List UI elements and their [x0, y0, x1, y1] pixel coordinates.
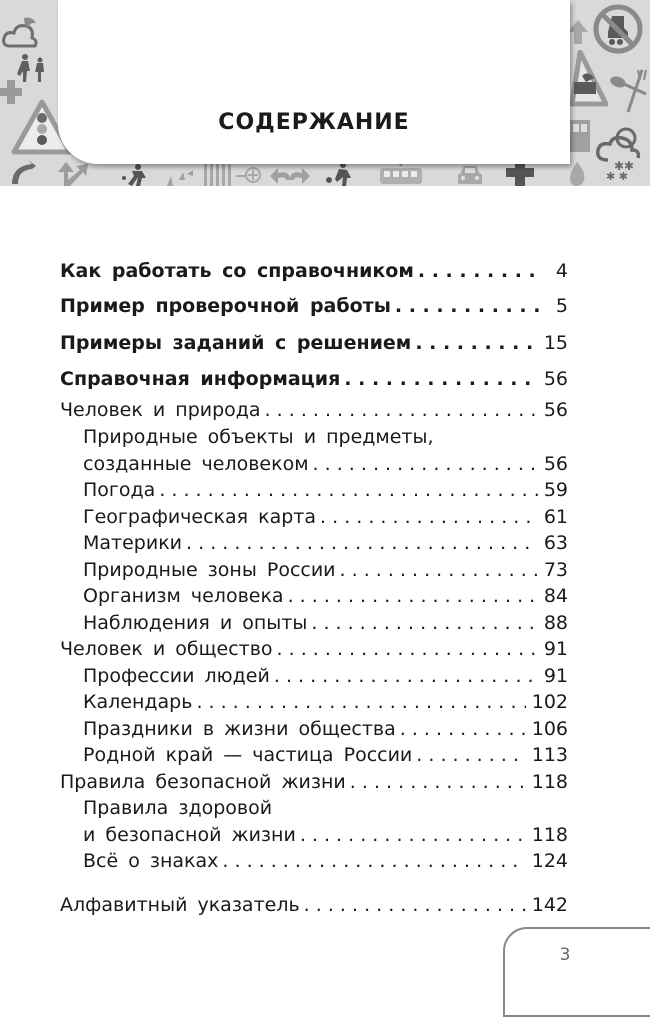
dot-leader [265, 397, 538, 423]
dot-leader [277, 636, 538, 662]
arrow-up-icon [568, 20, 588, 44]
toc-entry[interactable] [83, 504, 568, 530]
svg-text:✱ ✱: ✱ ✱ [606, 170, 628, 180]
dot-leader [400, 716, 526, 742]
toc-entry-page: 124 [531, 850, 568, 872]
header-card [58, 0, 570, 164]
running-boy-icon [325, 162, 355, 186]
no-rollerblades-icon [590, 4, 646, 54]
toc-entry[interactable] [83, 557, 568, 583]
fire-icon [566, 162, 588, 186]
toc-entry-title: Родной край — частица России [83, 744, 413, 766]
road-marking-icon [165, 168, 195, 186]
toc-entry[interactable] [83, 610, 568, 636]
toc-entry[interactable] [60, 293, 568, 319]
toc-entry-title: Алфавитный указатель [60, 894, 300, 916]
toc-entry-title: Материки [83, 532, 183, 554]
toc-entry-page: 5 [555, 295, 568, 317]
toc-entry[interactable] [83, 451, 568, 477]
toc-entry-page: 142 [531, 894, 568, 916]
toc-entry[interactable] [60, 636, 568, 662]
toc-entry-page: 4 [555, 260, 568, 282]
toc-entry[interactable] [83, 848, 568, 874]
toc-entry-page: 118 [531, 771, 568, 793]
toc-entry[interactable] [60, 397, 568, 423]
toc-entry[interactable] [83, 663, 568, 689]
dot-leader [395, 293, 540, 319]
dot-leader [304, 892, 526, 918]
toc-entry-title: Праздники в жизни общества [83, 718, 396, 740]
cloud-moon-icon [2, 14, 42, 52]
toc-entry-page: 61 [543, 506, 568, 528]
dot-leader [186, 530, 538, 556]
toc-entry-page: 91 [543, 665, 568, 687]
toc-entry-title: Географическая карта [83, 506, 317, 528]
page-number: 3 [559, 945, 571, 965]
toc-entry[interactable] [83, 822, 568, 848]
bus-icon [568, 116, 592, 156]
toc-entry-title: Человек и природа [60, 399, 261, 421]
toc-entry-page: 56 [543, 453, 568, 475]
toc-entry-title: Справочная информация [60, 368, 341, 390]
toc-entry-page: 56 [543, 399, 568, 421]
dot-leader [222, 848, 525, 874]
dot-leader [313, 451, 538, 477]
page-title: СОДЕРЖАНИЕ [218, 110, 410, 135]
toc-entry-title: созданные человеком [83, 453, 309, 475]
dot-leader [416, 742, 525, 768]
toc-entry-title: и безопасной жизни [83, 824, 296, 846]
toc-entry[interactable] [83, 583, 568, 609]
fork-arrow-icon [50, 160, 94, 186]
toc-entry[interactable] [83, 477, 568, 503]
pedestrian-crossing-icon [202, 162, 236, 186]
toc-entry-page: 59 [543, 479, 568, 501]
toc-entry-page: 91 [543, 638, 568, 660]
toc-entry-page: 88 [543, 612, 568, 634]
roundabout-icon [236, 164, 262, 186]
running-person-icon [118, 164, 154, 186]
toc-entry[interactable] [60, 330, 568, 356]
toc-entry-title: Календарь [83, 691, 193, 713]
snow-cloud-icon [594, 124, 646, 180]
dot-leader [196, 689, 525, 715]
toc-entry-title: Пример проверочной работы [60, 295, 391, 317]
dot-leader [418, 258, 540, 284]
dot-leader [344, 366, 538, 392]
toc-entry-title: Как работать со справочником [60, 260, 414, 282]
dot-leader [288, 583, 538, 609]
dot-leader [415, 330, 538, 356]
dot-leader [159, 477, 538, 503]
toc-entry-title: Организм человека [83, 585, 284, 607]
u-turn-arrows-icon [268, 166, 312, 186]
toc-entry[interactable] [60, 258, 568, 284]
toc-entry-page: 56 [543, 368, 568, 390]
toc-entry-title: Природные зоны России [83, 559, 336, 581]
page-number-tab [503, 927, 650, 1017]
toc-entry-page: 15 [543, 332, 568, 354]
toc-entry-title: Человек и общество [60, 638, 273, 660]
toc-entry-continued[interactable] [83, 424, 568, 450]
toc-entry-page: 118 [531, 824, 568, 846]
toc-entry-title: Природные объекты и предметы, [83, 426, 434, 448]
toc-entry-title: Всё о знаках [83, 850, 219, 872]
toc-entry-title: Профессии людей [83, 665, 270, 687]
toc-entry[interactable] [60, 892, 568, 918]
svg-text:✱✱: ✱✱ [614, 159, 635, 173]
toc-entry-continued[interactable] [83, 795, 568, 821]
toc-entry-page: 84 [543, 585, 568, 607]
toc-entry-page: 63 [543, 532, 568, 554]
toc-entry[interactable] [83, 742, 568, 768]
toc-entry-title: Правила безопасной жизни [60, 771, 346, 793]
toc-entry[interactable] [83, 530, 568, 556]
toc-entry-title: Примеры заданий с решением [60, 332, 412, 354]
toc-entry-page: 113 [531, 744, 568, 766]
toc-entry[interactable] [60, 366, 568, 392]
toc-entry-title: Правила здоровой [83, 797, 273, 819]
toc-entry[interactable] [83, 716, 568, 742]
dot-leader [311, 610, 537, 636]
toc-entry-page: 106 [531, 718, 568, 740]
toc-entry[interactable] [60, 769, 568, 795]
dot-leader [274, 663, 538, 689]
toc-entry-page: 102 [531, 691, 568, 713]
railway-crossing-icon [568, 50, 608, 110]
toc-entry-title: Погода [83, 479, 156, 501]
car-icon [456, 164, 484, 186]
toc-entry-title: Наблюдения и опыты [83, 612, 308, 634]
dot-leader [300, 822, 526, 848]
toc-entry-page: 73 [543, 559, 568, 581]
dot-leader [350, 769, 526, 795]
dot-leader [320, 504, 538, 530]
toc-entry[interactable] [83, 689, 568, 715]
turn-arrow-icon [10, 160, 36, 184]
dot-leader [340, 557, 538, 583]
fork-spoon-icon [608, 68, 650, 114]
